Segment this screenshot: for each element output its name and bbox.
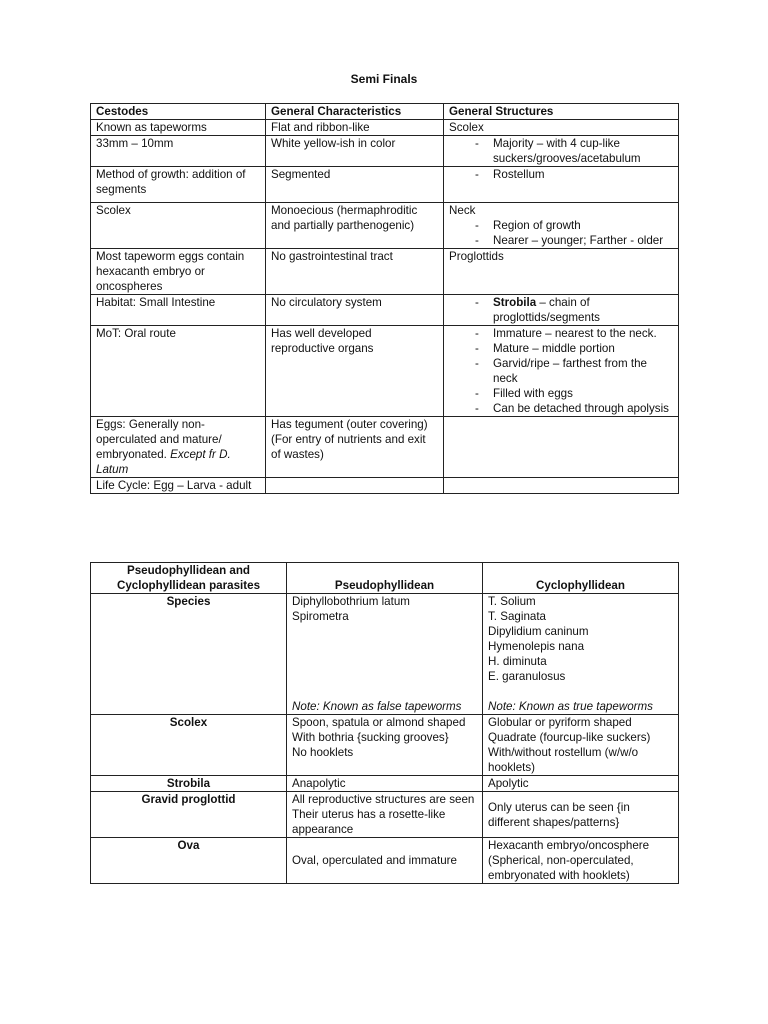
table-cell bbox=[444, 326, 679, 417]
list-item: Quadrate (fourcup-like suckers) bbox=[488, 731, 651, 744]
list-item: Their uterus has a rosette-like appearance bbox=[292, 808, 446, 836]
table-row bbox=[91, 478, 679, 494]
table-row bbox=[91, 594, 679, 715]
table-row bbox=[91, 776, 679, 792]
table-cell bbox=[444, 295, 679, 326]
note: Note: Known as true tapeworms bbox=[488, 700, 653, 713]
table-cell: MoT: Oral route bbox=[91, 326, 266, 417]
list-item: - Nearer – younger; Farther - older bbox=[449, 233, 673, 248]
table-cell bbox=[444, 136, 679, 167]
list-item: Hymenolepis nana bbox=[488, 640, 585, 653]
table-cell bbox=[287, 715, 483, 776]
table-cell bbox=[444, 478, 679, 494]
table-header-row bbox=[91, 563, 679, 594]
table-cell bbox=[266, 478, 444, 494]
table-cell bbox=[444, 417, 679, 478]
header-cestodes: Cestodes bbox=[91, 104, 266, 120]
list-item: - Immature – nearest to the neck. bbox=[449, 326, 673, 341]
header-general-characteristics: General Characteristics bbox=[266, 104, 444, 120]
table-cell bbox=[287, 792, 483, 838]
list-item: - Garvid/ripe – farthest from the neck bbox=[449, 356, 673, 386]
list-item: - Can be detached through apolysis bbox=[449, 401, 673, 416]
list-item: Globular or pyriform shaped bbox=[488, 716, 632, 729]
header-parasites: Pseudophyllidean and Cyclophyllidean parasites bbox=[91, 563, 287, 594]
list-item: - Rostellum bbox=[449, 167, 673, 182]
table-cell bbox=[444, 167, 679, 203]
list-item: - Mature – middle portion bbox=[449, 341, 673, 356]
eggs-text: Eggs: Generally non-operculated and mature/ embryonated. bbox=[96, 418, 222, 461]
list-item: - Filled with eggs bbox=[449, 386, 673, 401]
table-cell: Has tegument (outer covering)(For entry of nutrients and exit of wastes) bbox=[266, 417, 444, 478]
table-cell: Segmented bbox=[266, 167, 444, 203]
list-item: All reproductive structures are seen bbox=[292, 793, 475, 806]
table-row bbox=[91, 167, 679, 203]
table-cell: Life Cycle: Egg – Larva - adult bbox=[91, 478, 266, 494]
table-row bbox=[91, 417, 679, 478]
table-cell: Anapolytic bbox=[287, 776, 483, 792]
row-label-species: Species bbox=[91, 594, 287, 715]
row-label-gravid-proglottid: Gravid proglottid bbox=[91, 792, 287, 838]
dash-list bbox=[449, 295, 673, 325]
table-cell: Proglottids bbox=[444, 249, 679, 295]
table-cell: 33mm – 10mm bbox=[91, 136, 266, 167]
table-cell: No gastrointestinal tract bbox=[266, 249, 444, 295]
list-item: E. garanulosus bbox=[488, 670, 566, 683]
dash-list bbox=[449, 136, 673, 166]
table-cell: Oval, operculated and immature bbox=[287, 838, 483, 884]
table-row bbox=[91, 136, 679, 167]
eggs-exception: Except fr D. Latum bbox=[96, 448, 231, 476]
table-row bbox=[91, 838, 679, 884]
page-title: Semi Finals bbox=[350, 72, 418, 86]
note: Note: Known as false tapeworms bbox=[292, 700, 462, 713]
table-row bbox=[91, 249, 679, 295]
table-cell: Has well developed reproductive organs bbox=[266, 326, 444, 417]
list-item: No hooklets bbox=[292, 746, 354, 759]
table-cell: Known as tapeworms bbox=[91, 120, 266, 136]
strobila-term: Strobila bbox=[493, 296, 537, 309]
table-cell: Hexacanth embryo/oncosphere (Spherical, non-operculated, embryonated with hooklets) bbox=[483, 838, 679, 884]
header-cyclophyllidean: Cyclophyllidean bbox=[483, 563, 679, 594]
row-label-scolex: Scolex bbox=[91, 715, 287, 776]
cell-heading: Neck bbox=[449, 204, 476, 217]
table-row bbox=[91, 792, 679, 838]
table-cell: Method of growth: addition of segments bbox=[91, 167, 266, 203]
table-cell: No circulatory system bbox=[266, 295, 444, 326]
list-item: Dipylidium caninum bbox=[488, 625, 589, 638]
list-item: T. Saginata bbox=[488, 610, 547, 623]
row-label-ova: Ova bbox=[91, 838, 287, 884]
list-item: T. Solium bbox=[488, 595, 536, 608]
header-general-structures: General Structures bbox=[444, 104, 679, 120]
list-item: With bothria {sucking grooves} bbox=[292, 731, 449, 744]
table-row bbox=[91, 326, 679, 417]
row-label-strobila: Strobila bbox=[91, 776, 287, 792]
table-cell: Monoecious (hermaphroditic and partially parthenogenic) bbox=[266, 203, 444, 249]
list-item bbox=[449, 295, 673, 325]
table-row bbox=[91, 120, 679, 136]
table-cell: Scolex bbox=[444, 120, 679, 136]
list-item: - Majority – with 4 cup-like suckers/grooves/acetabulum bbox=[449, 136, 673, 166]
table-cell: Habitat: Small Intestine bbox=[91, 295, 266, 326]
dash-list bbox=[449, 167, 673, 182]
table-cell bbox=[444, 203, 679, 249]
table-cell bbox=[91, 417, 266, 478]
dash-list bbox=[449, 326, 673, 416]
list-item: - Region of growth bbox=[449, 218, 673, 233]
pseudo-cyclo-table bbox=[90, 562, 679, 884]
table-row bbox=[91, 295, 679, 326]
table-cell bbox=[287, 594, 483, 715]
cestodes-table bbox=[90, 103, 679, 494]
table-cell: Scolex bbox=[91, 203, 266, 249]
table-cell: White yellow-ish in color bbox=[266, 136, 444, 167]
table-cell: Only uterus can be seen {in different shapes/patterns} bbox=[483, 792, 679, 838]
table-row bbox=[91, 203, 679, 249]
list-item: Spirometra bbox=[292, 610, 349, 623]
table-cell bbox=[483, 715, 679, 776]
strobila-definition: – chain of proglottids/segments bbox=[493, 296, 600, 324]
table-header-row bbox=[91, 104, 679, 120]
table-cell: Most tapeworm eggs contain hexacanth embryo or oncospheres bbox=[91, 249, 266, 295]
dash-list bbox=[449, 218, 673, 248]
list-item: Spoon, spatula or almond shaped bbox=[292, 716, 466, 729]
header-pseudophyllidean: Pseudophyllidean bbox=[287, 563, 483, 594]
table-row bbox=[91, 715, 679, 776]
table-cell: Flat and ribbon-like bbox=[266, 120, 444, 136]
list-item: Diphyllobothrium latum bbox=[292, 595, 410, 608]
list-item: H. diminuta bbox=[488, 655, 547, 668]
list-item: With/without rostellum (w/w/o hooklets) bbox=[488, 746, 639, 774]
table-cell bbox=[483, 594, 679, 715]
table-cell: Apolytic bbox=[483, 776, 679, 792]
